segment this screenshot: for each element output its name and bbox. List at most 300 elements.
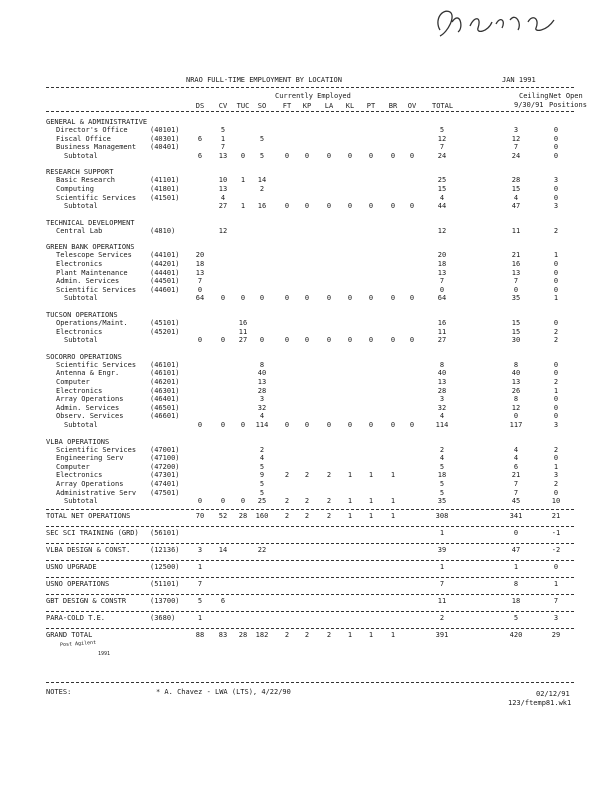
row-ceiling: 341 — [509, 511, 523, 520]
account-code: (46301) — [150, 386, 180, 395]
cell-value: 1 — [347, 630, 353, 639]
currently-employed-heading: Currently Employed — [275, 92, 351, 100]
cell-value: 0 — [304, 151, 310, 160]
cell-value: 0 — [220, 336, 226, 345]
cell-value: 0 — [259, 294, 265, 303]
subtotal-label: Subtotal — [64, 294, 98, 303]
row-ceiling: 26 — [511, 386, 521, 395]
cell-value: 0 — [197, 421, 203, 429]
cell-value: 0 — [390, 336, 396, 345]
column-header: CV — [218, 102, 228, 110]
cell-value: 0 — [390, 202, 396, 211]
row-total: 11 — [437, 596, 447, 605]
row-ceiling: 3 — [513, 126, 519, 134]
cell-value: 64 — [195, 294, 205, 303]
cell-value: 8 — [259, 360, 265, 369]
row-total: 1 — [439, 528, 445, 537]
cell-value: 2 — [304, 630, 310, 639]
cell-value: 182 — [255, 630, 269, 639]
column-header: FT — [282, 102, 292, 110]
row-net-open: 0 — [553, 134, 559, 143]
row-label: Basic Research — [56, 176, 116, 185]
row-net-open: 3 — [553, 176, 559, 185]
cell-value: 70 — [195, 511, 205, 520]
row-total: 16 — [437, 319, 447, 327]
cell-value: 0 — [390, 421, 396, 429]
row-net-open: 2 — [553, 378, 559, 386]
cell-value: 1 — [368, 511, 374, 520]
row-ceiling: 13 — [511, 268, 521, 277]
row-label: Director's Office — [56, 126, 128, 134]
cell-value: 0 — [347, 336, 353, 345]
margin-note: Post Agilent — [59, 639, 97, 649]
cell-value: 0 — [304, 294, 310, 303]
row-total: 5 — [439, 126, 445, 134]
cell-value: 5 — [259, 462, 265, 471]
row-net-open: 0 — [553, 395, 559, 404]
account-code: (51101) — [150, 579, 180, 588]
cell-value: 2 — [326, 630, 332, 639]
column-header: BR — [388, 102, 398, 110]
cell-value: 0 — [326, 151, 332, 160]
row-net-open: 0 — [553, 454, 559, 463]
row-ceiling: 15 — [511, 319, 521, 327]
net-open-subheading: Positions — [549, 101, 587, 109]
row-ceiling: 0 — [513, 528, 519, 537]
section-rule — [46, 577, 574, 578]
account-code: (12136) — [150, 545, 180, 554]
cell-value: 1 — [197, 613, 203, 622]
row-total: 32 — [437, 403, 447, 412]
row-label: Engineering Serv — [56, 454, 124, 463]
row-net-open: 10 — [551, 497, 561, 506]
row-ceiling: 8 — [513, 579, 519, 588]
row-label: Computer — [56, 378, 90, 386]
column-header: LA — [324, 102, 334, 110]
section-rule — [46, 628, 574, 629]
row-label: Observ. Services — [56, 412, 124, 421]
account-code: (4810) — [150, 226, 176, 235]
cell-value: 1 — [347, 471, 353, 480]
row-net-open: 3 — [553, 613, 559, 622]
row-total: 27 — [437, 336, 447, 345]
row-total: 7 — [439, 579, 445, 588]
cell-value: 0 — [240, 294, 246, 303]
cell-value: 0 — [368, 336, 374, 345]
cell-value: 4 — [259, 454, 265, 463]
cell-value: 0 — [326, 421, 332, 429]
section-heading: TUCSON OPERATIONS — [46, 311, 118, 319]
cell-value: 0 — [347, 294, 353, 303]
net-open-heading: Net Open — [549, 92, 583, 100]
subtotal-label: Subtotal — [64, 151, 98, 160]
section-rule — [46, 543, 574, 544]
account-code: (46101) — [150, 369, 180, 378]
row-net-open: -1 — [551, 528, 561, 537]
column-header: DS — [195, 102, 205, 110]
cell-value: 10 — [218, 176, 228, 185]
cell-value: 1 — [368, 497, 374, 506]
row-ceiling: 13 — [511, 378, 521, 386]
row-label: Plant Maintenance — [56, 268, 128, 277]
cell-value: 0 — [390, 294, 396, 303]
row-net-open: 1 — [553, 386, 559, 395]
row-total: 391 — [435, 630, 449, 639]
footer-print-date: 02/12/91 — [536, 690, 570, 698]
row-ceiling: 0 — [513, 412, 519, 421]
account-code: (46601) — [150, 412, 180, 421]
cell-value: 6 — [197, 134, 203, 143]
footer-notes-label: NOTES: — [46, 688, 72, 696]
cell-value: 0 — [220, 497, 226, 506]
cell-value: 0 — [390, 151, 396, 160]
row-total: 12 — [437, 226, 447, 235]
row-ceiling: 4 — [513, 193, 519, 202]
row-total: 114 — [435, 421, 449, 429]
cell-value: 83 — [218, 630, 228, 639]
row-total: 4 — [439, 454, 445, 463]
row-ceiling: 7 — [513, 143, 519, 152]
row-ceiling: 47 — [511, 545, 521, 554]
cell-value: 2 — [284, 471, 290, 480]
cell-value: 3 — [259, 395, 265, 404]
row-label: Central Lab — [56, 226, 103, 235]
cell-value: 1 — [240, 202, 246, 211]
account-code: (40101) — [150, 126, 180, 134]
row-ceiling: 28 — [511, 176, 521, 185]
section-heading: VLBA OPERATIONS — [46, 437, 110, 446]
row-total: 24 — [437, 151, 447, 160]
section-rule — [46, 594, 574, 595]
row-ceiling: 7 — [513, 277, 519, 286]
row-total: 13 — [437, 268, 447, 277]
row-total: 12 — [437, 134, 447, 143]
row-label: Electronics — [56, 327, 103, 336]
cell-value: 32 — [257, 403, 267, 412]
report-title: NRAO FULL-TIME EMPLOYMENT BY LOCATION — [186, 76, 342, 84]
row-ceiling: 11 — [511, 226, 521, 235]
row-ceiling: 16 — [511, 260, 521, 268]
account-code: (40401) — [150, 143, 180, 152]
cell-value: 13 — [218, 185, 228, 193]
cell-value: 6 — [197, 151, 203, 160]
cell-value: 2 — [304, 471, 310, 480]
row-net-open: 2 — [553, 480, 559, 488]
row-total: 308 — [435, 511, 449, 520]
row-ceiling: 21 — [511, 251, 521, 260]
row-total: 35 — [437, 497, 447, 506]
cell-value: 18 — [195, 260, 205, 268]
column-header: KP — [302, 102, 312, 110]
row-ceiling: 4 — [513, 445, 519, 454]
section-rule — [46, 509, 574, 510]
row-label: GRAND TOTAL — [46, 630, 93, 639]
cell-value: 0 — [284, 336, 290, 345]
row-total: 0 — [439, 285, 445, 294]
cell-value: 0 — [197, 336, 203, 345]
row-ceiling: 30 — [511, 336, 521, 345]
cell-value: 0 — [284, 421, 290, 429]
account-code: (13700) — [150, 596, 180, 605]
cell-value: 5 — [259, 480, 265, 488]
row-total: 1 — [439, 562, 445, 571]
row-label: Electronics — [56, 471, 103, 480]
cell-value: 0 — [409, 202, 415, 211]
row-label: Array Operations — [56, 480, 124, 488]
account-code: (46501) — [150, 403, 180, 412]
account-code: (44401) — [150, 268, 180, 277]
cell-value: 40 — [257, 369, 267, 378]
row-label: Business Management — [56, 143, 137, 152]
account-code: (41101) — [150, 176, 180, 185]
row-ceiling: 7 — [513, 488, 519, 497]
cell-value: 9 — [259, 471, 265, 480]
cell-value: 27 — [238, 336, 248, 345]
row-ceiling: 12 — [511, 134, 521, 143]
row-net-open: 1 — [553, 579, 559, 588]
margin-note-year: 1991 — [98, 651, 111, 657]
cell-value: 2 — [259, 445, 265, 454]
cell-value: 1 — [368, 471, 374, 480]
row-ceiling: 4 — [513, 454, 519, 463]
cell-value: 7 — [220, 143, 226, 152]
cell-value: 0 — [220, 421, 226, 429]
row-label: Scientific Services — [56, 445, 137, 454]
account-code: (47200) — [150, 462, 180, 471]
row-ceiling: 21 — [511, 471, 521, 480]
column-header: SO — [257, 102, 267, 110]
cell-value: 0 — [304, 336, 310, 345]
row-label: Electronics — [56, 260, 103, 268]
cell-value: 12 — [218, 226, 228, 235]
row-net-open: 0 — [553, 412, 559, 421]
cell-value: 0 — [368, 421, 374, 429]
row-total: 40 — [437, 369, 447, 378]
account-code: (44601) — [150, 285, 180, 294]
cell-value: 160 — [255, 511, 269, 520]
section-heading: GENERAL & ADMINISTRATIVE — [46, 118, 148, 126]
cell-value: 7 — [197, 277, 203, 286]
footer-file-name: 123/ftemp81.wk1 — [508, 699, 572, 707]
row-total: 7 — [439, 143, 445, 152]
cell-value: 0 — [347, 151, 353, 160]
row-ceiling: 35 — [511, 294, 521, 303]
cell-value: 5 — [259, 134, 265, 143]
row-total: 64 — [437, 294, 447, 303]
row-label: USNO OPERATIONS — [46, 579, 110, 588]
row-net-open: 0 — [553, 488, 559, 497]
account-code: (47501) — [150, 488, 180, 497]
report-date: JAN 1991 — [502, 76, 536, 84]
cell-value: 1 — [347, 497, 353, 506]
cell-value: 4 — [220, 193, 226, 202]
cell-value: 27 — [218, 202, 228, 211]
cell-value: 0 — [409, 336, 415, 345]
row-total: 20 — [437, 251, 447, 260]
row-ceiling: 1 — [513, 562, 519, 571]
row-label: USNO UPGRADE — [46, 562, 97, 571]
cell-value: 0 — [326, 202, 332, 211]
cell-value: 0 — [197, 497, 203, 506]
row-ceiling: 5 — [513, 613, 519, 622]
row-total: 39 — [437, 545, 447, 554]
row-net-open: 0 — [553, 126, 559, 134]
cell-value: 16 — [238, 319, 248, 327]
row-ceiling: 420 — [509, 630, 523, 639]
row-total: 18 — [437, 471, 447, 480]
header-top-rule — [46, 87, 574, 88]
row-net-open: 1 — [553, 251, 559, 260]
cell-value: 0 — [409, 421, 415, 429]
cell-value: 1 — [390, 630, 396, 639]
row-ceiling: 24 — [511, 151, 521, 160]
row-label: Fiscal Office — [56, 134, 111, 143]
cell-value: 25 — [257, 497, 267, 506]
row-ceiling: 45 — [511, 497, 521, 506]
cell-value: 0 — [409, 294, 415, 303]
cell-value: 14 — [257, 176, 267, 185]
row-total: 11 — [437, 327, 447, 336]
header-bottom-rule — [46, 111, 574, 112]
row-net-open: -2 — [551, 545, 561, 554]
cell-value: 1 — [368, 630, 374, 639]
account-code: (12500) — [150, 562, 180, 571]
row-net-open: 0 — [553, 360, 559, 369]
column-header: TUC — [236, 102, 250, 110]
column-header: KL — [345, 102, 355, 110]
row-label: Antenna & Engr. — [56, 369, 120, 378]
row-total: 18 — [437, 260, 447, 268]
row-total: 44 — [437, 202, 447, 211]
subtotal-label: Subtotal — [64, 497, 98, 506]
cell-value: 7 — [197, 579, 203, 588]
ceiling-heading: Ceiling — [519, 92, 549, 100]
row-ceiling: 7 — [513, 480, 519, 488]
row-total: 5 — [439, 488, 445, 497]
row-label: Telescope Services — [56, 251, 132, 260]
cell-value: 5 — [220, 126, 226, 134]
subtotal-label: Subtotal — [64, 421, 98, 429]
row-net-open: 2 — [553, 445, 559, 454]
row-total: 5 — [439, 462, 445, 471]
row-net-open: 0 — [553, 403, 559, 412]
row-net-open: 2 — [553, 336, 559, 345]
cell-value: 0 — [409, 151, 415, 160]
row-net-open: 3 — [553, 421, 559, 429]
cell-value: 20 — [195, 251, 205, 260]
row-net-open: 0 — [553, 143, 559, 152]
row-label: TOTAL NET OPERATIONS — [46, 511, 131, 520]
cell-value: 6 — [220, 596, 226, 605]
account-code: (41501) — [150, 193, 180, 202]
row-total: 13 — [437, 378, 447, 386]
row-label: Computer — [56, 462, 90, 471]
cell-value: 1 — [390, 471, 396, 480]
cell-value: 3 — [197, 545, 203, 554]
row-label: Administrative Serv — [56, 488, 137, 497]
subtotal-label: Subtotal — [64, 336, 98, 345]
account-code: (44101) — [150, 251, 180, 260]
cell-value: 13 — [218, 151, 228, 160]
row-net-open: 3 — [553, 202, 559, 211]
cell-value: 0 — [368, 294, 374, 303]
cell-value: 0 — [284, 294, 290, 303]
row-label: Admin. Services — [56, 403, 120, 412]
cell-value: 1 — [220, 134, 226, 143]
row-total: 25 — [437, 176, 447, 185]
cell-value: 1 — [347, 511, 353, 520]
cell-value: 11 — [238, 327, 248, 336]
row-ceiling: 47 — [511, 202, 521, 211]
cell-value: 5 — [197, 596, 203, 605]
row-net-open: 0 — [553, 185, 559, 193]
row-net-open: 0 — [553, 562, 559, 571]
row-label: VLBA DESIGN & CONST. — [46, 545, 131, 554]
cell-value: 5 — [259, 151, 265, 160]
row-net-open: 1 — [553, 294, 559, 303]
section-heading: RESEARCH SUPPORT — [46, 168, 114, 177]
cell-value: 0 — [347, 202, 353, 211]
cell-value: 1 — [390, 497, 396, 506]
cell-value: 1 — [240, 176, 246, 185]
section-rule — [46, 560, 574, 561]
row-net-open: 21 — [551, 511, 561, 520]
row-label: Operations/Maint. — [56, 319, 128, 327]
row-label: Scientific Services — [56, 285, 137, 294]
row-net-open: 0 — [553, 319, 559, 327]
row-total: 4 — [439, 412, 445, 421]
row-net-open: 0 — [553, 260, 559, 268]
cell-value: 28 — [238, 630, 248, 639]
row-total: 15 — [437, 185, 447, 193]
row-label: Scientific Services — [56, 360, 137, 369]
row-ceiling: 6 — [513, 462, 519, 471]
cell-value: 0 — [304, 202, 310, 211]
cell-value: 114 — [255, 421, 269, 429]
row-net-open: 2 — [553, 327, 559, 336]
row-ceiling: 18 — [511, 596, 521, 605]
cell-value: 5 — [259, 488, 265, 497]
cell-value: 0 — [284, 151, 290, 160]
row-total: 5 — [439, 480, 445, 488]
account-code: (56101) — [150, 528, 180, 537]
account-code: (46201) — [150, 378, 180, 386]
cell-value: 0 — [240, 151, 246, 160]
row-total: 7 — [439, 277, 445, 286]
cell-value: 16 — [257, 202, 267, 211]
account-code: (47100) — [150, 454, 180, 463]
row-total: 3 — [439, 395, 445, 404]
row-label: SEC SCI TRAINING (GRD) — [46, 528, 139, 537]
row-net-open: 7 — [553, 596, 559, 605]
cell-value: 52 — [218, 511, 228, 520]
cell-value: 0 — [240, 421, 246, 429]
cell-value: 0 — [326, 336, 332, 345]
row-label: Scientific Services — [56, 193, 137, 202]
cell-value: 1 — [197, 562, 203, 571]
cell-value: 2 — [326, 497, 332, 506]
row-net-open: 2 — [553, 226, 559, 235]
cell-value: 0 — [259, 336, 265, 345]
cell-value: 0 — [326, 294, 332, 303]
section-heading: SOCORRO OPERATIONS — [46, 352, 122, 361]
cell-value: 2 — [326, 471, 332, 480]
row-label: Electronics — [56, 386, 103, 395]
column-header: OV — [407, 102, 417, 110]
row-label: Array Operations — [56, 395, 124, 404]
row-ceiling: 40 — [511, 369, 521, 378]
column-header: TOTAL — [432, 102, 454, 110]
